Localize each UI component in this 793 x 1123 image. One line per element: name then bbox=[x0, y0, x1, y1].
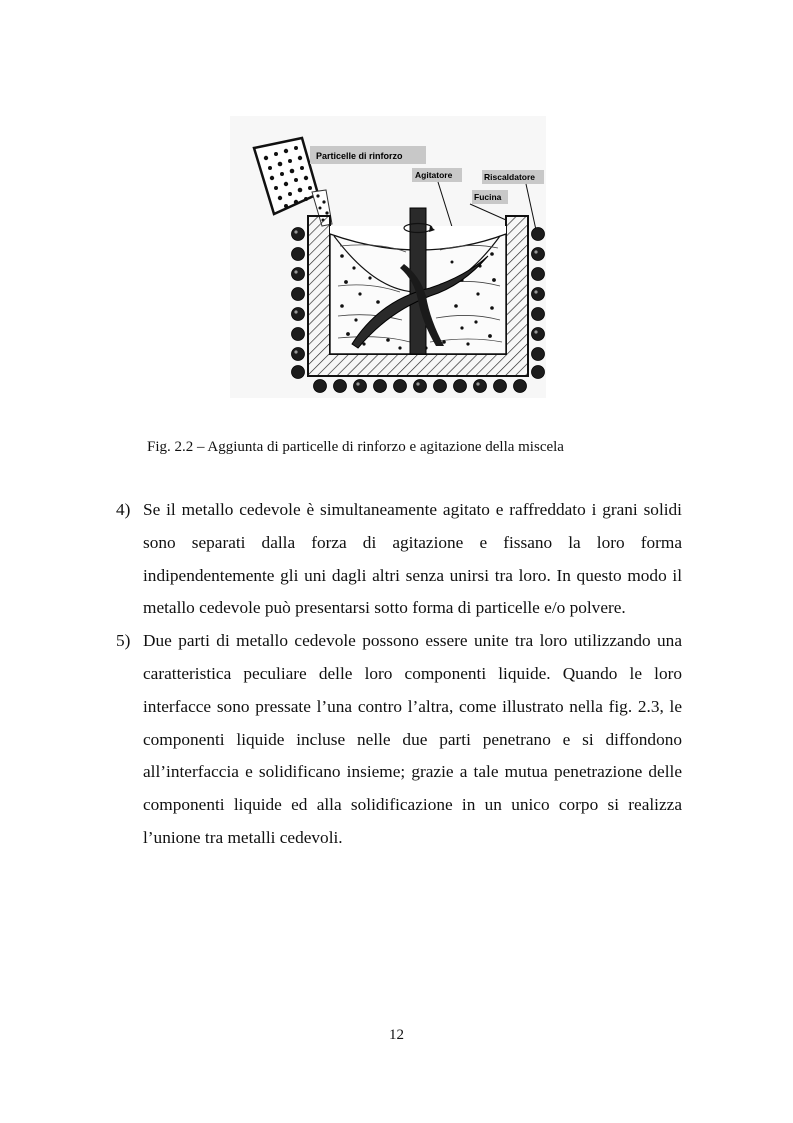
list-item-number: 5) bbox=[116, 631, 131, 651]
page-number: 12 bbox=[389, 1027, 404, 1043]
stir-casting-illustration bbox=[230, 116, 546, 398]
label-agitator: Agitatore bbox=[415, 170, 453, 180]
figure-stir-casting-diagram bbox=[230, 116, 546, 398]
label-particles: Particelle di rinforzo bbox=[316, 151, 403, 161]
list-item-text: Due parti di metallo cedevole possono essere unite tra loro utilizzando una caratteristica peculiare delle loro componenti liquide. Quando le loro interfacce sono pressate l’una contro l’altra, come illustrato nella fig. 2.3, le componenti liquide incluse nelle due parti penetrano e si diffondono all’interfaccia e solidificano insieme; grazie a tale mutua penetrazione delle componenti liquide ed alla solidificazione in un unico corpo si realizza l’unione tra metalli cedevoli. bbox=[143, 631, 682, 847]
numbered-list bbox=[116, 494, 682, 855]
list-item-number: 4) bbox=[116, 500, 131, 519]
label-heater: Riscaldatore bbox=[484, 172, 536, 182]
list-item bbox=[116, 494, 682, 625]
list-item-text: Se il metallo cedevole è simultaneamente agitato e raffreddato i grani solidi sono separati dalla forza di agitazione e fissano la loro forma indipendentemente gli uni dagli altri senza unirsi tra loro. In questo modo il metallo cedevole può presentarsi sotto forma di particelle e/o polvere. bbox=[143, 500, 682, 618]
label-forge: Fucina bbox=[474, 192, 502, 202]
figure-caption: Fig. 2.2 – Aggiunta di particelle di rinforzo e agitazione della miscela bbox=[147, 439, 564, 455]
list-item bbox=[116, 625, 682, 855]
